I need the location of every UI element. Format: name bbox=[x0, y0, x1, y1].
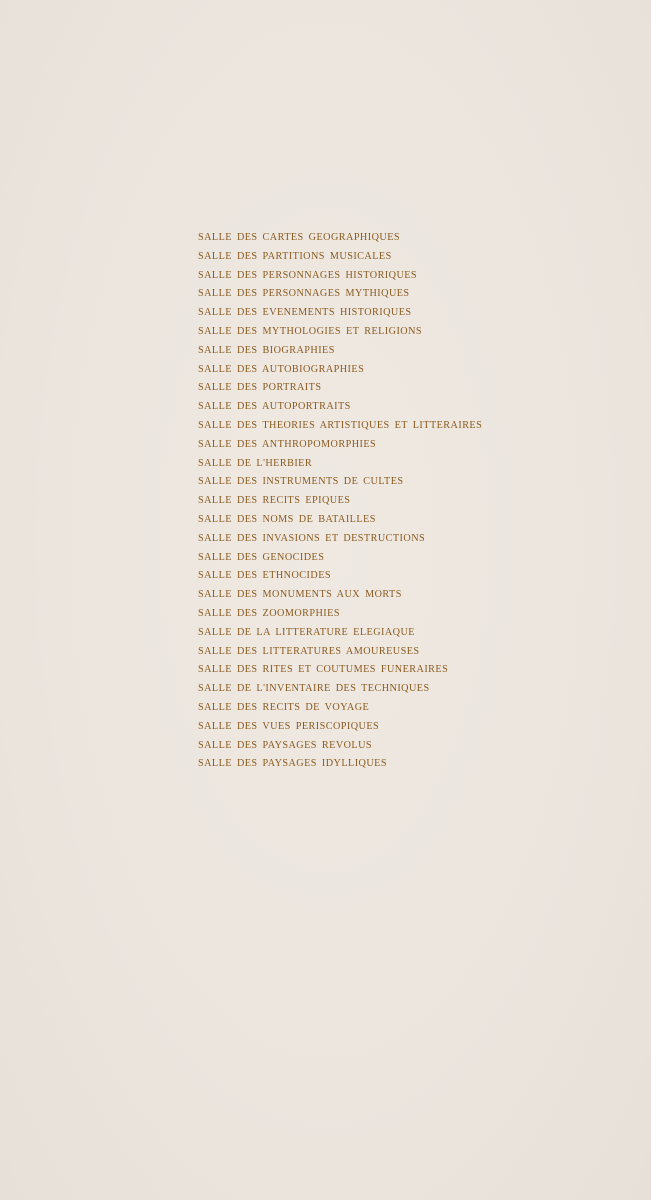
room-item: SALLE DES RECITS EPIQUES bbox=[198, 495, 351, 507]
room-item: SALLE DES AUTOPORTRAITS bbox=[198, 401, 351, 413]
room-item: SALLE DES RECITS DE VOYAGE bbox=[198, 701, 370, 713]
room-item: SALLE DES ETHNOCIDES bbox=[198, 570, 331, 582]
room-item: SALLE DES GENOCIDES bbox=[198, 551, 325, 563]
room-item: SALLE DES PARTITIONS MUSICALES bbox=[198, 250, 392, 262]
room-item: SALLE DE LA LITTERATURE ELEGIAQUE bbox=[198, 626, 415, 638]
room-item: SALLE DES AUTOBIOGRAPHIES bbox=[198, 363, 365, 375]
room-item: SALLE DES THEORIES ARTISTIQUES ET LITTERAIRES bbox=[198, 419, 483, 431]
room-item: SALLE DES ZOOMORPHIES bbox=[198, 607, 340, 619]
room-item: SALLE DES PERSONNAGES HISTORIQUES bbox=[198, 269, 418, 281]
room-item: SALLE DES LITTERATURES AMOUREUSES bbox=[198, 645, 420, 657]
room-item: SALLE DES ANTHROPOMORPHIES bbox=[198, 438, 377, 450]
room-item: SALLE DE L'INVENTAIRE DES TECHNIQUES bbox=[198, 683, 430, 695]
room-item: SALLE DES VUES PERISCOPIQUES bbox=[198, 720, 380, 732]
room-item: SALLE DES PERSONNAGES MYTHIQUES bbox=[198, 288, 410, 300]
room-item: SALLE DES RITES ET COUTUMES FUNERAIRES bbox=[198, 664, 449, 676]
room-item: SALLE DES EVENEMENTS HISTORIQUES bbox=[198, 307, 412, 319]
room-item: SALLE DES PAYSAGES REVOLUS bbox=[198, 739, 373, 751]
room-item: SALLE DES PAYSAGES IDYLLIQUES bbox=[198, 758, 387, 770]
room-item: SALLE DES MONUMENTS AUX MORTS bbox=[198, 589, 402, 601]
room-item: SALLE DES INVASIONS ET DESTRUCTIONS bbox=[198, 532, 426, 544]
room-item: SALLE DE L'HERBIER bbox=[198, 457, 313, 469]
room-item: SALLE DES MYTHOLOGIES ET RELIGIONS bbox=[198, 325, 423, 337]
room-item: SALLE DES INSTRUMENTS DE CULTES bbox=[198, 476, 404, 488]
room-item: SALLE DES PORTRAITS bbox=[198, 382, 322, 394]
room-item: SALLE DES BIOGRAPHIES bbox=[198, 344, 335, 356]
room-item: SALLE DES CARTES GEOGRAPHIQUES bbox=[198, 232, 400, 243]
room-list bbox=[198, 229, 482, 774]
room-item: SALLE DES NOMS DE BATAILLES bbox=[198, 513, 376, 525]
